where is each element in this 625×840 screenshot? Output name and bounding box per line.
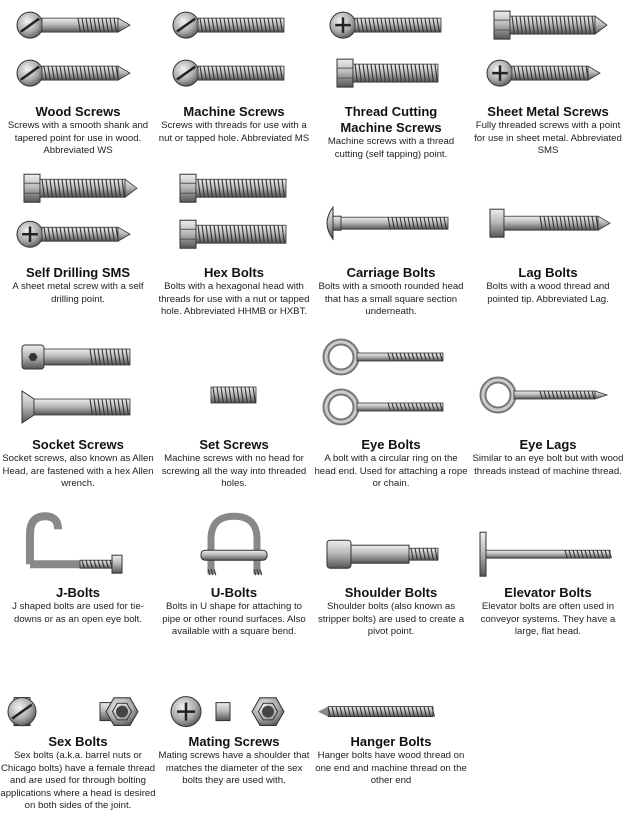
fastener-title: Machine Screws bbox=[183, 104, 285, 119]
u-bolt-icon bbox=[156, 505, 312, 587]
fastener-text bbox=[313, 585, 469, 639]
set-screw-icon bbox=[211, 387, 256, 403]
fastener-title: Eye Bolts bbox=[361, 437, 421, 452]
eye-bolt-icon bbox=[313, 335, 469, 435]
sex-bolt-icon bbox=[8, 698, 138, 726]
fastener-text bbox=[0, 437, 156, 491]
fastener-text bbox=[313, 437, 469, 491]
eye-bolt-icon bbox=[326, 392, 443, 422]
fastener-title: Lag Bolts bbox=[518, 265, 578, 280]
fastener-title: J-Bolts bbox=[55, 585, 101, 600]
shoulder-bolt-icon bbox=[313, 505, 469, 587]
flat-slot-machine-screw-icon bbox=[156, 4, 312, 100]
fastener-text bbox=[313, 734, 469, 788]
sex-bolt-icon bbox=[0, 678, 156, 734]
carriage-bolt-icon bbox=[313, 168, 469, 260]
fastener-text bbox=[470, 437, 625, 478]
fastener-title: Mating Screws bbox=[188, 734, 280, 749]
fastener-description: Elevator bolts are often used in conveyor systems. They have a large, flat head. bbox=[480, 601, 616, 638]
hex-bolt-icon bbox=[156, 168, 312, 260]
fastener-description: Bolts with a hexagonal head with threads for use with a nut or tapped hole. Abbreviated HHMB or HXBT. bbox=[158, 281, 310, 318]
phillips-drill-screw-icon bbox=[17, 221, 130, 247]
eye-lag-icon bbox=[470, 335, 625, 435]
fastener-description: Machine screws with no head for screwing all the way into threaded holes. bbox=[161, 453, 307, 490]
lag-bolt-icon bbox=[470, 168, 625, 260]
hex-bolt-icon bbox=[180, 174, 286, 202]
oval-slot-machine-screw-icon bbox=[173, 60, 284, 86]
lag-bolt-icon bbox=[490, 209, 610, 237]
fastener-text bbox=[156, 734, 312, 788]
fastener-title: Hanger Bolts bbox=[350, 734, 432, 749]
fastener-text bbox=[470, 104, 625, 158]
fastener-text bbox=[313, 265, 469, 319]
fastener-description: Bolts with a smooth rounded head that has a small square section underneath. bbox=[318, 281, 464, 318]
fastener-title: Eye Lags bbox=[519, 437, 577, 452]
fastener-description: Machine screws with a thread cutting (self tapping) point. bbox=[327, 136, 455, 160]
eye-bolt-icon bbox=[326, 342, 443, 372]
hex-bolt-icon bbox=[180, 220, 286, 248]
fastener-description: A sheet metal screw with a self drilling point. bbox=[12, 281, 144, 305]
j-bolt-icon bbox=[0, 505, 156, 587]
fastener-description: Screws with a smooth shank and tapered point for use in wood. Abbreviated WS bbox=[7, 120, 149, 157]
hanger-bolt-icon bbox=[313, 678, 469, 734]
fastener-title: Socket Screws bbox=[32, 437, 124, 452]
fastener-description: Bolts in U shape for attaching to pipe or other round surfaces. Also available with a square bend. bbox=[162, 601, 306, 638]
fastener-description: Bolts with a wood thread and pointed tip. Abbreviated Lag. bbox=[486, 281, 610, 305]
set-screw-icon bbox=[156, 335, 312, 435]
fastener-title: Sex Bolts bbox=[48, 734, 108, 749]
fastener-text bbox=[0, 585, 156, 626]
socket-cap-screw-icon bbox=[22, 345, 130, 369]
fastener-description: J shaped bolts are used for tie-downs or as an open eye bolt. bbox=[12, 601, 144, 625]
fastener-title: U-Bolts bbox=[210, 585, 258, 600]
flat-slot-machine-screw-icon bbox=[173, 12, 284, 38]
oval-phillips-pointed-screw-icon bbox=[487, 60, 600, 86]
hex-pointed-screw-icon bbox=[494, 11, 607, 39]
hex-machine-screw-icon bbox=[337, 59, 438, 87]
eye-lag-icon bbox=[483, 380, 607, 410]
elevator-bolt-icon bbox=[480, 532, 611, 576]
shoulder-bolt-icon bbox=[327, 540, 438, 568]
flat-phillips-machine-screw-icon bbox=[330, 12, 441, 38]
fastener-title: Wood Screws bbox=[35, 104, 121, 119]
fastener-title: Hex Bolts bbox=[204, 265, 264, 280]
hex-drill-screw-icon bbox=[24, 174, 137, 202]
carriage-bolt-icon bbox=[327, 207, 448, 239]
j-bolt-icon bbox=[30, 516, 122, 573]
fastener-description: Sex bolts (a.k.a. barrel nuts or Chicago bolts) have a female thread and are used for through bolting applications where a head is desired on both sides of the joint. bbox=[0, 750, 156, 812]
flat-slot-pointed-screw-icon bbox=[0, 4, 156, 100]
fastener-text bbox=[313, 104, 469, 161]
socket-cap-screw-icon bbox=[0, 335, 156, 435]
mating-screw-icon bbox=[171, 697, 284, 727]
fastener-text bbox=[156, 265, 312, 319]
fastener-description: Hanger bolts have wood thread on one end and machine thread on the other end bbox=[315, 750, 467, 787]
flat-socket-screw-icon bbox=[22, 391, 130, 423]
fastener-text bbox=[156, 585, 312, 639]
fastener-text bbox=[470, 265, 625, 306]
fastener-description: Mating screws have a shoulder that matches the diameter of the sex bolts they are used with. bbox=[158, 750, 310, 787]
fastener-text bbox=[156, 104, 312, 145]
flat-slot-pointed-screw-icon bbox=[17, 12, 130, 38]
fastener-title: Thread Cutting Machine Screws bbox=[340, 104, 442, 135]
fastener-title: Self Drilling SMS bbox=[25, 265, 130, 280]
flat-phillips-machine-screw-icon bbox=[313, 4, 469, 100]
u-bolt-icon bbox=[201, 516, 267, 575]
fastener-description: Socket screws, also known as Allen Head, are fastened with a hex Allen wrench. bbox=[2, 453, 154, 490]
fastener-text bbox=[0, 104, 156, 158]
fastener-title: Carriage Bolts bbox=[346, 265, 436, 280]
fastener-description: Screws with threads for use with a nut or tapped hole. Abbreviated MS bbox=[158, 120, 310, 144]
fastener-description: Fully threaded screws with a point for use in sheet metal. Abbreviated SMS bbox=[474, 120, 622, 157]
fastener-description: A bolt with a circular ring on the head end. Used for attaching a rope or chain. bbox=[314, 453, 468, 490]
hex-drill-screw-icon bbox=[0, 168, 156, 260]
fastener-text bbox=[0, 265, 156, 306]
hanger-bolt-icon bbox=[318, 707, 434, 717]
fastener-description: Shoulder bolts (also known as stripper bolts) are used to create a pivot point. bbox=[317, 601, 465, 638]
fastener-text bbox=[470, 585, 625, 639]
mating-screw-icon bbox=[156, 678, 312, 734]
fastener-text bbox=[156, 437, 312, 491]
oval-slot-pointed-screw-icon bbox=[17, 60, 130, 86]
elevator-bolt-icon bbox=[470, 505, 625, 587]
fastener-title: Elevator Bolts bbox=[504, 585, 592, 600]
fastener-title: Set Screws bbox=[199, 437, 269, 452]
fastener-text bbox=[0, 734, 156, 813]
hex-pointed-screw-icon bbox=[470, 4, 625, 100]
fastener-description: Similar to an eye bolt but with wood threads instead of machine thread. bbox=[472, 453, 624, 477]
fastener-title: Sheet Metal Screws bbox=[487, 104, 609, 119]
fastener-title: Shoulder Bolts bbox=[344, 585, 438, 600]
